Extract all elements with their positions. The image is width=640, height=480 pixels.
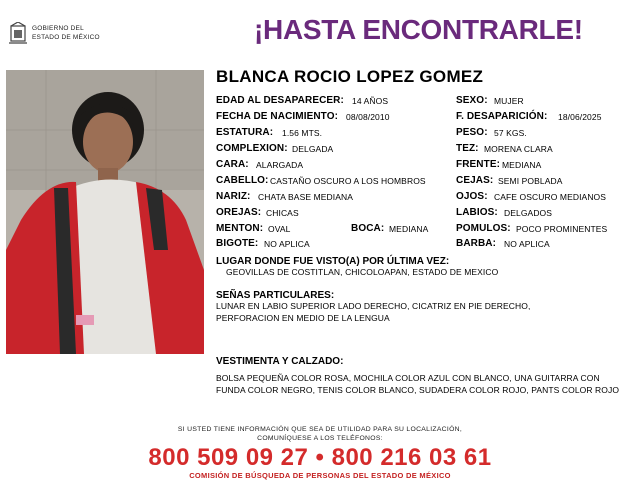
orejas-value: CHICAS: [266, 208, 299, 218]
barba-value: NO APLICA: [504, 239, 550, 249]
last-seen-title: LUGAR DONDE FUE VISTO(A) POR ÚLTIMA VEZ:: [216, 256, 450, 267]
estatura-label: ESTATURA:: [216, 127, 274, 138]
gov-line-1: GOBIERNO DEL: [32, 25, 84, 32]
menton-value: OVAL: [268, 224, 291, 234]
cejas-value: SEMI POBLADA: [498, 176, 563, 186]
cabello-label: CABELLO:: [216, 175, 269, 186]
contact-info: [0, 426, 640, 443]
government-logo: [8, 22, 113, 46]
contact-info-line-1: SI USTED TIENE INFORMACIÓN QUE SEA DE UTILIDAD PARA SU LOCALIZACIÓN,: [177, 426, 463, 433]
menton-label: MENTON:: [216, 223, 264, 234]
sexo-value: MUJER: [494, 96, 524, 106]
ojos-value: CAFE OSCURO MEDIANOS: [494, 192, 607, 202]
cejas-label: CEJAS:: [456, 175, 494, 186]
commission-name: COMISIÓN DE BÚSQUEDA DE PERSONAS DEL ESTADO DE MÉXICO: [189, 471, 451, 480]
boca-label: BOCA:: [351, 223, 385, 234]
tez-label: TEZ:: [456, 143, 479, 154]
edad-value: 14 AÑOS: [352, 96, 389, 106]
labios-label: LABIOS:: [456, 207, 498, 218]
ojos-label: OJOS:: [456, 191, 488, 202]
clothing-title: VESTIMENTA Y CALZADO:: [216, 356, 344, 367]
labios-value: DELGADOS: [504, 208, 553, 218]
headline: ¡HASTA ENCONTRARLE!: [254, 14, 583, 45]
cabello-value: CASTAÑO OSCURO A LOS HOMBROS: [270, 176, 426, 186]
nariz-label: NARIZ:: [216, 191, 251, 202]
frente-label: FRENTE:: [456, 159, 501, 170]
particulars-text: LUNAR EN LABIO SUPERIOR LADO DERECHO, CICATRIZ EN PIE DERECHO, PERFORACION EN MEDIO DE LA LENGUA: [216, 301, 531, 323]
nariz-value: CHATA BASE MEDIANA: [258, 192, 354, 202]
bigote-value: NO APLICA: [264, 239, 310, 249]
complexion-value: DELGADA: [292, 144, 334, 154]
bigote-label: BIGOTE:: [216, 238, 259, 249]
estatura-value: 1.56 MTS.: [282, 128, 323, 138]
pomulos-value: POCO PROMINENTES: [516, 224, 608, 234]
desaparicion-value: 18/06/2025: [558, 112, 602, 122]
orejas-label: OREJAS:: [216, 207, 262, 218]
person-name: BLANCA ROCIO LOPEZ GOMEZ: [216, 67, 484, 86]
nacimiento-label: FECHA DE NACIMIENTO:: [216, 111, 338, 122]
cara-label: CARA:: [216, 159, 249, 170]
person-photo: [6, 70, 204, 354]
peso-value: 57 KGS.: [494, 128, 527, 138]
complexion-label: COMPLEXION:: [216, 143, 288, 154]
sexo-label: SEXO:: [456, 95, 488, 106]
particulars-title: SEÑAS PARTICULARES:: [216, 290, 335, 301]
desaparicion-label: F. DESAPARICIÓN:: [456, 111, 548, 122]
tez-value: MORENA CLARA: [484, 144, 553, 154]
last-seen-text: GEOVILLAS DE COSTITLAN, CHICOLOAPAN, ESTADO DE MEXICO: [226, 267, 499, 277]
barba-label: BARBA:: [456, 238, 497, 249]
pomulos-label: POMULOS:: [456, 223, 511, 234]
boca-value: MEDIANA: [389, 224, 429, 234]
frente-value: MEDIANA: [502, 160, 542, 170]
gov-line-2: ESTADO DE MÉXICO: [32, 34, 100, 41]
nacimiento-value: 08/08/2010: [346, 112, 390, 122]
cara-value: ALARGADA: [256, 160, 304, 170]
edad-label: EDAD AL DESAPARECER:: [216, 95, 344, 106]
peso-label: PESO:: [456, 127, 488, 138]
clothing-text: BOLSA PEQUEÑA COLOR ROSA, MOCHILA COLOR AZUL CON BLANCO, UNA GUITARRA CON FUNDA COLOR NEGRO, TENIS COLOR BLANCO, SUDADERA COLOR ROJO, PANTS COLOR ROJO: [216, 373, 620, 395]
phone-numbers: 800 509 09 27 • 800 216 03 61: [148, 444, 492, 471]
person-photo-illustration: [6, 70, 204, 354]
contact-info-line-2: COMUNÍQUESE A LOS TELÉFONOS:: [257, 434, 383, 442]
state-emblem-icon: [8, 22, 28, 44]
